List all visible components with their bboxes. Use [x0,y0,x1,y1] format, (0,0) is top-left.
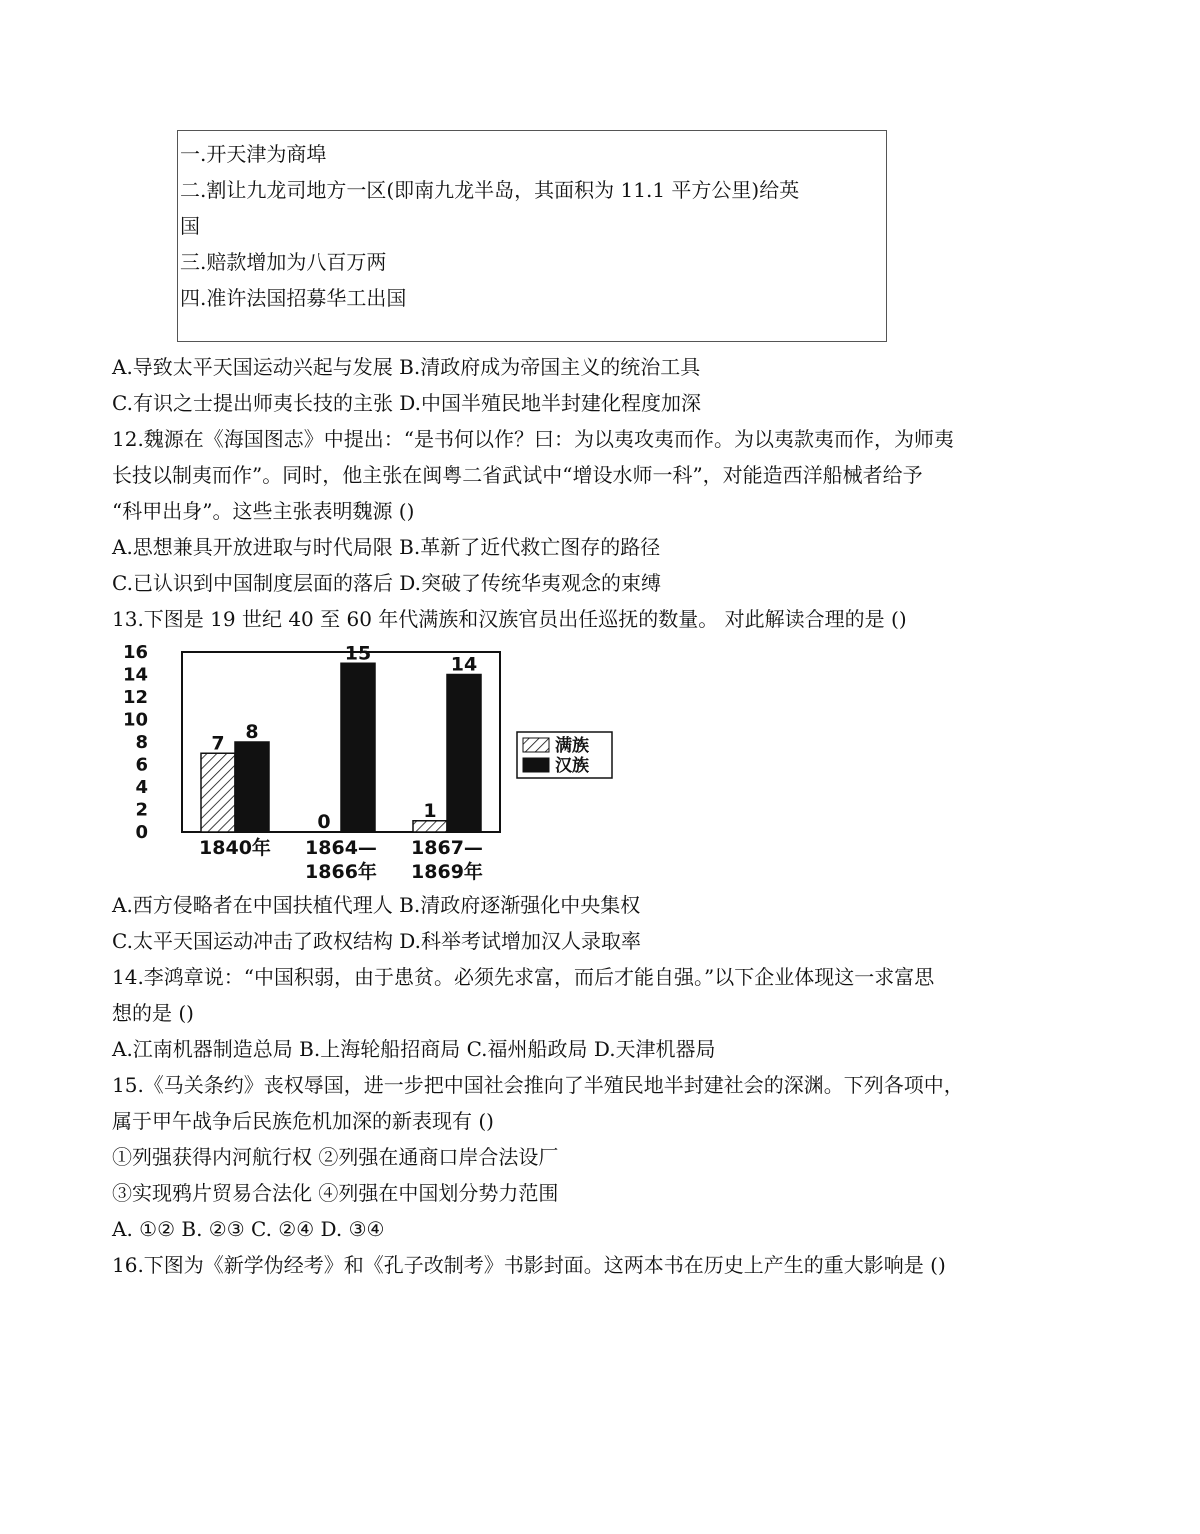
y-tick-label: 14 [122,664,148,686]
y-tick-label: 8 [135,732,148,753]
category-label: 1869年 [411,861,483,883]
bar-han-1 [341,663,375,832]
q13-option-cd: C.太平天国运动冲击了政权结构 D.科举考试增加汉人录取率 [112,929,641,953]
bar-manchu-0 [201,753,235,832]
category-label: 1840年 [199,837,271,859]
q14-stem-line-1: 14.李鸿章说：“中国积弱，由于患贫。必须先求富，而后才能自强。”以下企业体现这一求富思 [112,965,935,989]
q15-stem-line-1: 15.《马关条约》丧权辱国，进一步把中国社会推向了半殖民地半封建社会的深渊。下列各项中， [112,1073,964,1097]
q12-option-ab: A.思想兼具开放进取与时代局限 B.革新了近代救亡图存的路径 [112,535,661,559]
q11-option-cd: C.有识之士提出师夷长技的主张 D.中国半殖民地半封建化程度加深 [112,391,701,415]
q14-options: A.江南机器制造总局 B.上海轮船招商局 C.福州船政局 D.天津机器局 [112,1037,716,1061]
y-tick-label: 16 [122,642,148,663]
legend-swatch-1 [523,758,549,772]
legend-label-1: 汉族 [555,756,589,776]
q11-option-ab: A.导致太平天国运动兴起与发展 B.清政府成为帝国主义的统治工具 [112,355,701,379]
treaty-term-1: 一.开天津为商埠 [180,142,327,166]
q13-stem: 13.下图是 19 世纪 40 至 60 年代满族和汉族官员出任巡抚的数量。 对此解读合理的是 () [112,607,907,631]
bar-manchu-2 [413,821,447,832]
y-tick-label: 4 [135,777,148,798]
y-tick-label: 2 [135,799,148,821]
q15-options: A. ①② B. ②③ C. ②④ D. ③④ [112,1217,385,1241]
treaty-terms-box [177,130,887,342]
q13-option-ab: A.西方侵略者在中国扶植代理人 B.清政府逐渐强化中央集权 [112,893,641,917]
y-tick-label: 12 [122,687,148,708]
q16-stem: 16.下图为《新学伪经考》和《孔子改制考》书影封面。这两本书在历史上产生的重大影响是 () [112,1253,946,1277]
y-tick-label: 0 [135,822,148,843]
bar-chart-svg [112,640,632,885]
treaty-term-3: 三.赔款增加为八百万两 [180,250,387,274]
category-label: 1867— [411,837,483,859]
q15-stem-line-2: 属于甲午战争后民族危机加深的新表现有 () [112,1109,494,1133]
category-label: 1866年 [305,861,377,883]
y-tick-label: 6 [135,754,148,776]
bar-han-0 [235,742,269,832]
data-label: 8 [245,721,259,743]
data-label: 0 [317,811,331,833]
q12-stem-line-1: 12.魏源在《海国图志》中提出：“是书何以作？曰：为以夷攻夷而作。为以夷款夷而作，为师夷 [112,427,955,451]
bar-han-2 [447,675,481,833]
q12-stem-line-2: 长技以制夷而作”。同时，他主张在闽粤二省武试中“增设水师一科”，对能造西洋船械者给予 [112,463,923,487]
q15-items-2: ③实现鸦片贸易合法化 ④列强在中国划分势力范围 [112,1181,559,1205]
y-tick-label: 10 [122,709,148,731]
q14-stem-line-2: 想的是 () [112,1001,194,1025]
data-label: 7 [211,732,225,755]
q12-stem-line-3: “科甲出身”。这些主张表明魏源 () [112,499,415,523]
legend-label-0: 满族 [555,736,589,756]
category-label: 1864— [305,837,377,859]
q12-option-cd: C.已认识到中国制度层面的落后 D.突破了传统华夷观念的束缚 [112,571,661,595]
data-label: 1 [423,799,437,822]
legend-swatch-0 [523,738,549,752]
governor-count-chart [112,640,632,885]
data-label: 15 [344,642,372,665]
treaty-term-2-cont: 国 [180,214,200,238]
treaty-term-2: 二.割让九龙司地方一区(即南九龙半岛，其面积为 11.1 平方公里)给英 [180,178,800,202]
treaty-term-4: 四.准许法国招募华工出国 [180,286,407,310]
q15-items-1: ①列强获得内河航行权 ②列强在通商口岸合法设厂 [112,1145,559,1169]
data-label: 14 [450,653,478,676]
